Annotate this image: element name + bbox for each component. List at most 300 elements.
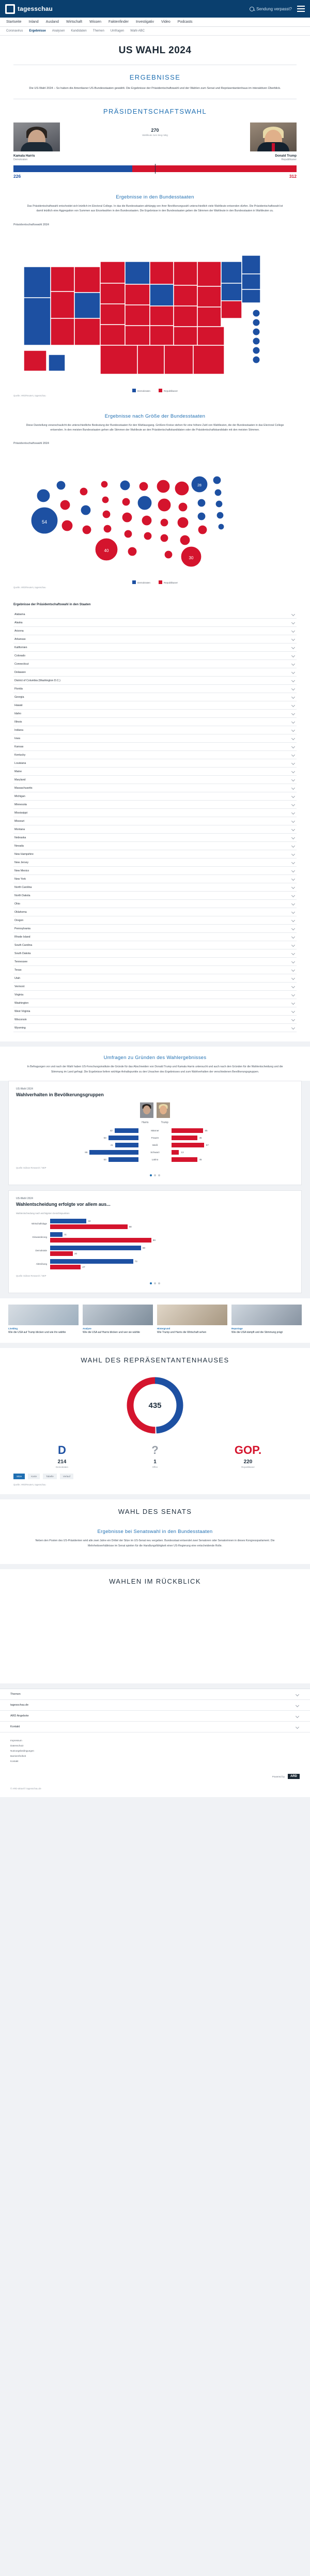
face-shape: [143, 1106, 150, 1114]
state-row[interactable]: [13, 801, 297, 809]
state-name: Alabama: [14, 612, 25, 616]
card-source: Quelle: Edison Research / NEP: [16, 1274, 47, 1277]
state-row[interactable]: [13, 875, 297, 883]
chevron-down-icon[interactable]: [291, 952, 295, 955]
state-row[interactable]: [13, 784, 297, 792]
state-name: South Dakota: [14, 952, 31, 955]
nav-item-wissen[interactable]: Wissen: [89, 20, 102, 24]
chevron-down-icon[interactable]: [291, 761, 295, 765]
map-subtitle: Präsidentschaftswahl 2024: [13, 223, 49, 226]
bubble-svg: [13, 448, 297, 577]
state-row[interactable]: [13, 743, 297, 751]
survey-card-reasons: [8, 1190, 302, 1293]
results-title: ERGEBNISSE: [129, 73, 181, 81]
house-tab-karte[interactable]: Karte: [28, 1474, 40, 1479]
state-row[interactable]: [13, 751, 297, 759]
chevron-down-icon[interactable]: [291, 894, 295, 897]
teaser-thumbnail: [157, 1305, 227, 1325]
footer: [0, 1689, 310, 1797]
senate-title: WAHL DES SENATS: [118, 1508, 192, 1516]
chevron-down-icon[interactable]: [291, 646, 295, 649]
state-name: Virginia: [14, 993, 24, 996]
chevron-down-icon[interactable]: [291, 1009, 295, 1013]
house-total-seats: 435: [148, 1401, 162, 1410]
state-row[interactable]: [13, 710, 297, 718]
footer-links[interactable]: [0, 1732, 310, 1769]
electoral-votes-harris: 226: [13, 173, 21, 179]
footer-accordion-row[interactable]: [0, 1700, 310, 1711]
sub-navigation[interactable]: [0, 27, 310, 36]
state-row[interactable]: [13, 925, 297, 933]
subnav-item-coronavirus[interactable]: Coronavirus: [6, 29, 23, 33]
nav-item-podcasts[interactable]: Podcasts: [177, 20, 193, 24]
footer-accordion-row[interactable]: [0, 1711, 310, 1722]
carousel-dot-1[interactable]: [150, 1174, 152, 1176]
chart-row: [16, 1136, 294, 1140]
chevron-down-icon[interactable]: [291, 836, 295, 839]
bubble-title: Ergebnisse nach Größe der Bundesstaaten: [104, 413, 206, 419]
footer-row-label: Themen: [10, 1693, 21, 1696]
state-row[interactable]: [13, 825, 297, 834]
state-row[interactable]: [13, 949, 297, 958]
bar-track: [50, 1232, 294, 1243]
state-row[interactable]: [13, 1007, 297, 1016]
chevron-down-icon[interactable]: [291, 778, 295, 781]
teaser-title: Wie die USA auf Harris blicken und wer sie wählte: [83, 1330, 140, 1334]
teaser-card[interactable]: [83, 1305, 153, 1335]
nav-item-inland[interactable]: Inland: [28, 20, 39, 24]
footer-link[interactable]: Datenschutz: [10, 1744, 24, 1747]
state-name: Wyoming: [14, 1026, 26, 1030]
chevron-down-icon[interactable]: [291, 679, 295, 682]
state-name: Colorado: [14, 654, 26, 657]
state-row[interactable]: [13, 677, 297, 685]
thumb-trump: [157, 1102, 170, 1118]
house-donut[interactable]: [124, 1374, 186, 1436]
teaser-card[interactable]: [157, 1305, 227, 1335]
state-row[interactable]: [13, 668, 297, 677]
state-row[interactable]: [13, 867, 297, 875]
electoral-bar-midline: [155, 164, 156, 174]
bar-trump: [172, 1150, 179, 1155]
bubble-source: Quelle: ARD/Reuters, tagesschau: [13, 586, 46, 589]
state-row[interactable]: [13, 652, 297, 660]
card-title: Wahlentscheidung erfolgte vor allem aus...: [16, 1201, 111, 1207]
card-source: Quelle: Edison Research / NEP: [16, 1166, 47, 1169]
chevron-down-icon[interactable]: [291, 703, 295, 707]
chart-row: [16, 1219, 294, 1229]
bar-trump: [50, 1251, 73, 1256]
chevron-down-icon[interactable]: [291, 687, 295, 691]
value-trump: 68: [129, 1225, 132, 1228]
state-row[interactable]: [13, 726, 297, 734]
state-row[interactable]: [13, 685, 297, 693]
chevron-down-icon[interactable]: [291, 902, 295, 906]
electoral-bar: [13, 165, 297, 172]
chevron-down-icon[interactable]: [291, 985, 295, 988]
subnav-item-analysen[interactable]: Analysen: [52, 29, 65, 33]
svg-text:28: 28: [197, 484, 202, 488]
chevron-down-icon[interactable]: [291, 786, 295, 790]
house-tab-sitze[interactable]: Sitze: [13, 1474, 25, 1479]
state-row[interactable]: [13, 776, 297, 784]
category-label: Latino: [151, 1158, 159, 1161]
chevron-down-icon[interactable]: [291, 753, 295, 757]
teaser-kicker: Reportage: [231, 1327, 243, 1330]
state-name: Missouri: [14, 819, 25, 823]
value-trump: 89: [152, 1238, 156, 1241]
state-row[interactable]: [13, 701, 297, 710]
chevron-down-icon[interactable]: [291, 827, 295, 831]
carousel-dots[interactable]: [16, 1277, 294, 1284]
section-gap: [0, 1564, 310, 1569]
electoral-bar-wrap: [0, 161, 310, 172]
main-navigation[interactable]: [0, 18, 310, 27]
card-title: Wahlverhalten in Bevölkerungsgruppen: [16, 1092, 104, 1097]
house-party-rep: [222, 1444, 274, 1468]
state-name: Florida: [14, 687, 23, 691]
state-row[interactable]: [13, 809, 297, 817]
chevron-down-icon[interactable]: [296, 1704, 299, 1707]
chevron-down-icon[interactable]: [291, 621, 295, 624]
state-name: Utah: [14, 976, 20, 980]
candidate-party-harris: Demokraten: [13, 158, 28, 161]
state-name: Hawaii: [14, 703, 23, 707]
state-row[interactable]: [13, 991, 297, 999]
chevron-down-icon[interactable]: [291, 662, 295, 666]
state-name: Wisconsin: [14, 1018, 27, 1021]
state-name: Vermont: [14, 985, 25, 988]
state-row[interactable]: [13, 842, 297, 850]
state-name: Louisiana: [14, 761, 26, 765]
teaser-grid[interactable]: [0, 1298, 310, 1343]
state-row[interactable]: [13, 610, 297, 619]
teaser-card[interactable]: [8, 1305, 79, 1335]
state-row[interactable]: [13, 635, 297, 643]
chevron-down-icon[interactable]: [291, 976, 295, 980]
chevron-down-icon[interactable]: [296, 1714, 299, 1718]
footer-row-label: tagesschau.de: [10, 1704, 29, 1707]
logo[interactable]: [5, 4, 53, 14]
value-harris: 32: [88, 1219, 91, 1222]
candidate-name-harris: Kamala Harris: [13, 154, 35, 158]
nav-item-investigativ[interactable]: Investigativ: [135, 20, 154, 24]
map-section: [0, 186, 310, 405]
chevron-down-icon[interactable]: [291, 654, 295, 657]
footer-link[interactable]: Impressum: [10, 1739, 22, 1742]
chevron-down-icon[interactable]: [291, 844, 295, 848]
value-harris: 86: [85, 1151, 88, 1154]
value-harris: 42: [110, 1129, 113, 1132]
state-name: New Jersey: [14, 861, 29, 864]
chevron-down-icon[interactable]: [291, 794, 295, 798]
chevron-down-icon[interactable]: [296, 1693, 299, 1696]
value-harris: 53: [103, 1158, 106, 1161]
subnav-item-wahl-abc[interactable]: Wahl-ABC: [130, 29, 145, 33]
tie-shape: [272, 143, 275, 151]
house-tab-verlauf[interactable]: Verlauf: [60, 1474, 73, 1479]
chevron-down-icon[interactable]: [291, 877, 295, 881]
category-label: Männer: [151, 1129, 159, 1132]
chevron-down-icon[interactable]: [291, 861, 295, 864]
candidate-trump: [250, 122, 297, 161]
nav-item-video[interactable]: Video: [161, 20, 171, 24]
category-label: Abtreibung: [36, 1263, 47, 1266]
value-trump: 20: [74, 1252, 78, 1255]
search-label: Sendung verpasst?: [256, 6, 292, 11]
house-label-dem: Demokraten: [56, 1466, 68, 1469]
chevron-down-icon[interactable]: [291, 935, 295, 939]
state-name: Idaho: [14, 712, 21, 715]
house-title: WAHL DES REPRÄSENTANTENHAUSES: [81, 1356, 229, 1364]
teaser-thumbnail: [231, 1305, 302, 1325]
state-name: Michigan: [14, 794, 25, 798]
bar-harris: [115, 1143, 138, 1147]
results-lead: Die US-Wahl 2024 – So haben die Amerikaner US-Bundesstaaten gewählt. Die Ergebnisse der Präsidentschaftswahl und der Wahlen zum Senat und Repräsentantenhaus im interaktiven Überblick.: [29, 87, 281, 90]
us-choropleth-map[interactable]: [13, 231, 297, 386]
state-name: Connecticut: [14, 662, 29, 666]
nav-item-faktenfinder[interactable]: Faktenfinder: [109, 20, 129, 24]
state-row[interactable]: [13, 660, 297, 668]
chevron-down-icon[interactable]: [291, 910, 295, 914]
state-row[interactable]: [13, 718, 297, 726]
bubble-subtitle: Präsidentschaftswahl 2024: [13, 442, 49, 446]
house-donut-wrap: [0, 1369, 310, 1438]
state-row[interactable]: [13, 627, 297, 635]
category-label: Einwanderung: [32, 1236, 47, 1239]
subnav-item-umfragen[interactable]: Umfragen: [110, 29, 125, 33]
chart-row: [16, 1157, 294, 1162]
powered-label: Powered by: [272, 1775, 285, 1778]
svg-text:54: 54: [41, 519, 48, 525]
bar-trump: [50, 1224, 128, 1229]
state-row[interactable]: [13, 792, 297, 801]
chevron-down-icon[interactable]: [291, 993, 295, 996]
chevron-down-icon[interactable]: [291, 960, 295, 963]
state-row[interactable]: [13, 1016, 297, 1024]
bar-track: [50, 1259, 294, 1269]
category-label: Wirtschaftslage: [31, 1222, 47, 1225]
footer-link[interactable]: Barrierefreiheit: [10, 1754, 26, 1757]
chevron-down-icon[interactable]: [291, 885, 295, 889]
chevron-down-icon[interactable]: [291, 968, 295, 972]
state-name: Oregon: [14, 918, 24, 922]
footer-bottom: [0, 1769, 310, 1787]
legend-item-rep: [159, 389, 178, 392]
teaser-title: Wie die USA auf Trump blicken und wie ihn wählte: [8, 1330, 66, 1334]
state-name: Georgia: [14, 695, 24, 699]
results-section: [0, 65, 310, 99]
state-row[interactable]: [13, 900, 297, 908]
chevron-down-icon[interactable]: [291, 927, 295, 930]
section-gap: [0, 1494, 310, 1499]
chevron-down-icon[interactable]: [291, 695, 295, 699]
svg-text:30: 30: [189, 556, 194, 561]
state-row[interactable]: [13, 759, 297, 768]
teaser-card[interactable]: [231, 1305, 302, 1335]
state-row[interactable]: [13, 883, 297, 892]
subnav-item-ergebnisse[interactable]: Ergebnisse: [29, 29, 46, 33]
value-harris: 73: [134, 1260, 137, 1263]
state-row[interactable]: [13, 916, 297, 925]
nav-item-ausland[interactable]: Ausland: [45, 20, 59, 24]
footer-accordion-row[interactable]: [0, 1722, 310, 1732]
chevron-down-icon[interactable]: [291, 737, 295, 740]
state-name: Oklahoma: [14, 910, 27, 914]
state-name: Alaska: [14, 621, 23, 624]
state-row[interactable]: [13, 974, 297, 983]
candidate-photo-trump: [250, 122, 297, 151]
diverging-bar-chart: [16, 1128, 294, 1162]
bubble-legend: [0, 577, 310, 584]
category-label: Weiß: [152, 1143, 158, 1146]
state-row[interactable]: [13, 693, 297, 701]
menu-button[interactable]: [297, 6, 305, 12]
chevron-down-icon[interactable]: [291, 869, 295, 872]
senate-section: [0, 1499, 310, 1564]
chevron-down-icon[interactable]: [291, 943, 295, 947]
state-row[interactable]: [13, 834, 297, 842]
nav-item-startseite[interactable]: Startseite: [6, 20, 22, 24]
chevron-down-icon[interactable]: [291, 819, 295, 823]
legend-item-dem: [132, 389, 150, 392]
state-name: West Virginia: [14, 1009, 30, 1013]
house-party-dem: [36, 1444, 88, 1468]
state-name: Montana: [14, 827, 25, 831]
carousel-dot-2[interactable]: [154, 1174, 156, 1176]
state-row[interactable]: [13, 768, 297, 776]
chevron-down-icon[interactable]: [291, 1026, 295, 1030]
state-row[interactable]: [13, 734, 297, 743]
state-row[interactable]: [13, 643, 297, 652]
search-button[interactable]: [250, 7, 292, 11]
chart-row: [16, 1259, 294, 1269]
chevron-down-icon[interactable]: [291, 728, 295, 732]
footer-accordion-row[interactable]: [0, 1689, 310, 1700]
chevron-down-icon[interactable]: [291, 770, 295, 773]
chevron-down-icon[interactable]: [291, 612, 295, 616]
section-gap: [0, 1343, 310, 1348]
state-row[interactable]: [13, 892, 297, 900]
state-name: Iowa: [14, 737, 20, 740]
carousel-dot-3[interactable]: [158, 1282, 160, 1284]
value-trump: 27: [82, 1265, 85, 1268]
carousel-dot-1[interactable]: [150, 1282, 152, 1284]
copyright: © ARD-aktuell / tagesschau.de: [10, 1787, 41, 1790]
bar-harris: [50, 1232, 63, 1237]
electoral-bar-dem: [13, 165, 132, 172]
logo-icon: [5, 4, 15, 14]
state-name: Delaware: [14, 670, 26, 674]
chevron-down-icon[interactable]: [291, 670, 295, 674]
house-party-columns: [0, 1438, 310, 1468]
bar-harris: [50, 1259, 133, 1264]
state-row[interactable]: [13, 999, 297, 1007]
footer-accordion[interactable]: [0, 1689, 310, 1732]
house-source: Quelle: ARD/Reuters, tagesschau: [13, 1483, 46, 1486]
top-bar: [0, 0, 310, 18]
state-row[interactable]: [13, 1024, 297, 1032]
thumb-harris: [140, 1102, 153, 1118]
state-name: Kansas: [14, 745, 24, 748]
teaser-kicker: Liveblog: [8, 1327, 18, 1330]
subnav-item-kandidaten[interactable]: Kandidaten: [71, 29, 87, 33]
bar-harris: [50, 1219, 86, 1223]
burger-line: [297, 11, 305, 12]
chevron-down-icon[interactable]: [291, 745, 295, 748]
state-row[interactable]: [13, 850, 297, 858]
value-harris: 41: [110, 1143, 113, 1146]
chevron-down-icon[interactable]: [291, 918, 295, 922]
chevron-down-icon[interactable]: [291, 852, 295, 856]
state-name: South Carolina: [14, 943, 33, 947]
state-row[interactable]: [13, 958, 297, 966]
state-name: Illinois: [14, 720, 22, 724]
bar-track: [50, 1219, 294, 1229]
house-view-tabs[interactable]: [0, 1468, 310, 1479]
card-kicker: US-Wahl 2024: [16, 1087, 33, 1091]
house-tab-tabelle[interactable]: Tabelle: [43, 1474, 57, 1479]
state-name: Nebraska: [14, 836, 26, 839]
chevron-down-icon[interactable]: [291, 811, 295, 815]
republican-symbol-icon: GOP.: [234, 1444, 262, 1457]
presidential-title: PRÄSIDENTSCHAFTSWAHL: [103, 107, 207, 115]
state-name: Nevada: [14, 844, 24, 848]
state-row[interactable]: [13, 941, 297, 949]
chevron-down-icon[interactable]: [291, 629, 295, 633]
carousel-dot-3[interactable]: [158, 1174, 160, 1176]
chevron-down-icon[interactable]: [291, 1001, 295, 1005]
state-row[interactable]: [13, 908, 297, 916]
state-row[interactable]: [13, 983, 297, 991]
chevron-down-icon[interactable]: [296, 1725, 299, 1729]
map-copy: Das Präsidentschaftswahl entscheidet sich letztlich im Electoral College. In das die Bundesstaaten abhängig von ihrer Bevölkerungszahl unterschiedlich viele Wahlleute entsenden dürfen. Die Präsidentschaftswahl ist damit letztlich eine Aggregation von Summen aus Einzelwahlen in den Bundesstaaten. Die Ergebnisse in den Bundesstaaten geben die Stimmen der Wahlleute in den Bundesstaaten in Wahlleuten zu.: [27, 204, 283, 213]
state-name: Arizona: [14, 629, 24, 633]
state-name: Arkansas: [14, 637, 26, 641]
chart-row: [16, 1128, 294, 1133]
state-row[interactable]: [13, 933, 297, 941]
chevron-down-icon[interactable]: [291, 803, 295, 806]
subnav-item-themen[interactable]: Themen: [92, 29, 104, 33]
chart-row: [16, 1232, 294, 1243]
chevron-down-icon[interactable]: [291, 637, 295, 641]
us-bubble-map[interactable]: [13, 448, 297, 577]
state-name: New York: [14, 877, 26, 881]
bar-trump: [172, 1143, 204, 1147]
carousel-dot-2[interactable]: [154, 1282, 156, 1284]
category-label: Demokratie: [35, 1249, 47, 1252]
burger-line: [297, 8, 305, 9]
state-row[interactable]: [13, 817, 297, 825]
state-list-section: [0, 596, 310, 1041]
state-row[interactable]: [13, 966, 297, 974]
state-row[interactable]: [13, 619, 297, 627]
map-legend: [0, 386, 310, 392]
state-row[interactable]: [13, 858, 297, 867]
carousel-dots[interactable]: [16, 1169, 294, 1176]
bar-harris: [109, 1157, 138, 1162]
chevron-down-icon[interactable]: [291, 1018, 295, 1021]
footer-link[interactable]: Nutzungsbedingungen: [10, 1749, 34, 1752]
state-name: Massachusetts: [14, 786, 33, 790]
chevron-down-icon[interactable]: [291, 712, 295, 715]
footer-link[interactable]: Kontakt: [10, 1759, 19, 1762]
state-list[interactable]: [0, 607, 310, 1041]
nav-item-wirtschaft[interactable]: Wirtschaft: [66, 20, 83, 24]
state-name: North Carolina: [14, 885, 32, 889]
value-harris: 53: [103, 1136, 106, 1139]
chevron-down-icon[interactable]: [291, 720, 295, 724]
